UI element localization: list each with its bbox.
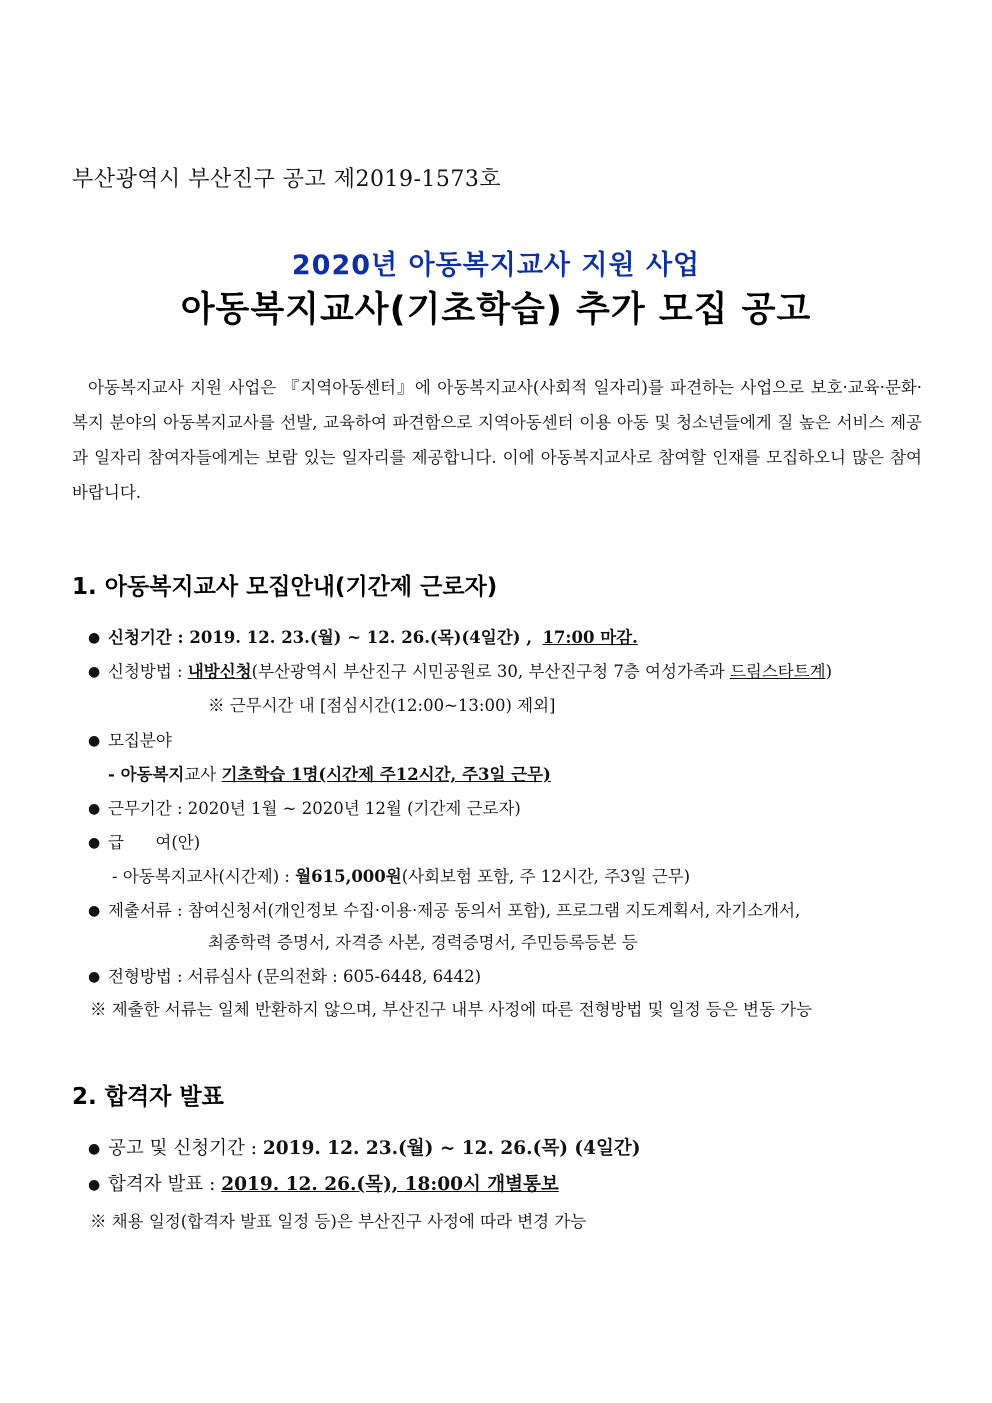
bullet-icon: ● [88,801,101,817]
intro-paragraph: 아동복지교사 지원 사업은 『지역아동센터』에 아동복지교사(사회적 일자리)를 파견하는 사업으로 보호·교육·문화·복지 분야의 아동복지교사를 선발, 교육하여 파견함으로 지역아동센터 이용 아동 및 청소년들에게 질 높은 서비스 제공과 일자리 참여자들에게는 보람 있는 일자리를 제공합니다. 이에 아동복지교사로 참여할 인재를 모집하오니 많은 참여바랍니다. [72,378,923,502]
selection-text: 전형방법 : 서류심사 (문의전화 : 605-6448, 6442) [108,967,482,986]
pay-amount: 월615,000원 [295,867,402,886]
documents-label: 제출서류 : [108,901,188,920]
announce-period-label: 공고 및 신청기간 : [108,1138,263,1159]
section-2-note: ※ 채용 일정(합격자 발표 일정 등)은 부산진구 사정에 따라 변경 가능 [90,1212,587,1231]
apply-method-label: 신청방법 : [108,662,188,681]
pay-detail-prefix: - 아동복지교사(시간제) : [112,867,296,886]
pay-label: 급 여(안) [108,833,201,852]
documents-line-2: 최종학력 증명서, 자격증 사본, 경력증명서, 주민등록등본 등 [208,933,638,952]
field-item [88,727,172,751]
bullet-icon: ● [88,1177,101,1193]
result-announce-label: 합격자 발표 : [108,1174,222,1195]
pay-item [88,829,200,853]
pay-detail [112,863,690,887]
field-detail-bold: - 아동복지 [108,765,185,784]
bullet-icon: ● [88,969,101,985]
bullet-icon: ● [88,630,101,646]
document-title: 아동복지교사(기초학습) 추가 모집 공고 [180,290,812,330]
announce-period-item [88,1134,641,1160]
section-2-heading: 2. 합격자 발표 [72,1084,224,1110]
notice-number: 부산광역시 부산진구 공고 제2019-1573호 [72,167,502,192]
result-announce-value: 2019. 12. 26.(목), 18:00시 개별통보 [221,1174,559,1195]
selection-item [88,963,481,987]
field-detail-underlined: 기초학습 1명(시간제 주12시간, 주3일 근무) [221,765,551,784]
announce-period-value: 2019. 12. 23.(월) ~ 12. 26.(목) (4일간) [262,1138,641,1159]
result-announce-item [88,1170,559,1196]
apply-method-note: ※ 근무시간 내 [점심시간(12:00~13:00) 제외] [208,696,556,715]
field-detail-plain: 교사 [184,765,222,784]
apply-deadline: 17:00 마감. [542,628,638,647]
apply-period-label: 신청기간 : [108,628,190,647]
bullet-icon: ● [88,835,101,851]
section-1-note: ※ 제출한 서류는 일체 반환하지 않으며, 부산진구 내부 사정에 따른 전형방법 및 일정 등은 변동 가능 [90,1000,813,1019]
apply-method-address: (부산광역시 부산진구 시민공원로 30, 부산진구청 7층 여성가족과 [251,662,730,681]
field-label: 모집분야 [108,731,172,750]
apply-period-value: 2019. 12. 23.(월) ~ 12. 26.(목)(4일간) , [189,628,532,647]
bullet-icon: ● [88,733,101,749]
pay-detail-suffix: (사회보험 포함, 주 12시간, 주3일 근무) [401,867,691,886]
bullet-icon: ● [88,1141,101,1157]
apply-method-item [88,658,832,682]
apply-method-value: 내방신청 [187,662,252,681]
documents-line-1: 참여신청서(개인정보 수집·이용·제공 동의서 포함), 프로그램 지도계획서, 자기소개서, [187,901,801,920]
work-period-item [88,795,521,819]
documents-item [88,897,800,921]
apply-method-close: ) [825,662,833,681]
section-1-heading: 1. 아동복지교사 모집안내(기간제 근로자) [72,574,498,600]
work-period-text: 근무기간 : 2020년 1월 ~ 2020년 12월 (기간제 근로자) [108,799,521,818]
apply-period-item [88,624,638,648]
document-subtitle: 2020년 아동복지교사 지원 사업 [291,250,701,281]
apply-method-team: 드림스타트계 [729,662,826,681]
bullet-icon: ● [88,903,101,919]
bullet-icon: ● [88,664,101,680]
field-detail [108,761,551,785]
